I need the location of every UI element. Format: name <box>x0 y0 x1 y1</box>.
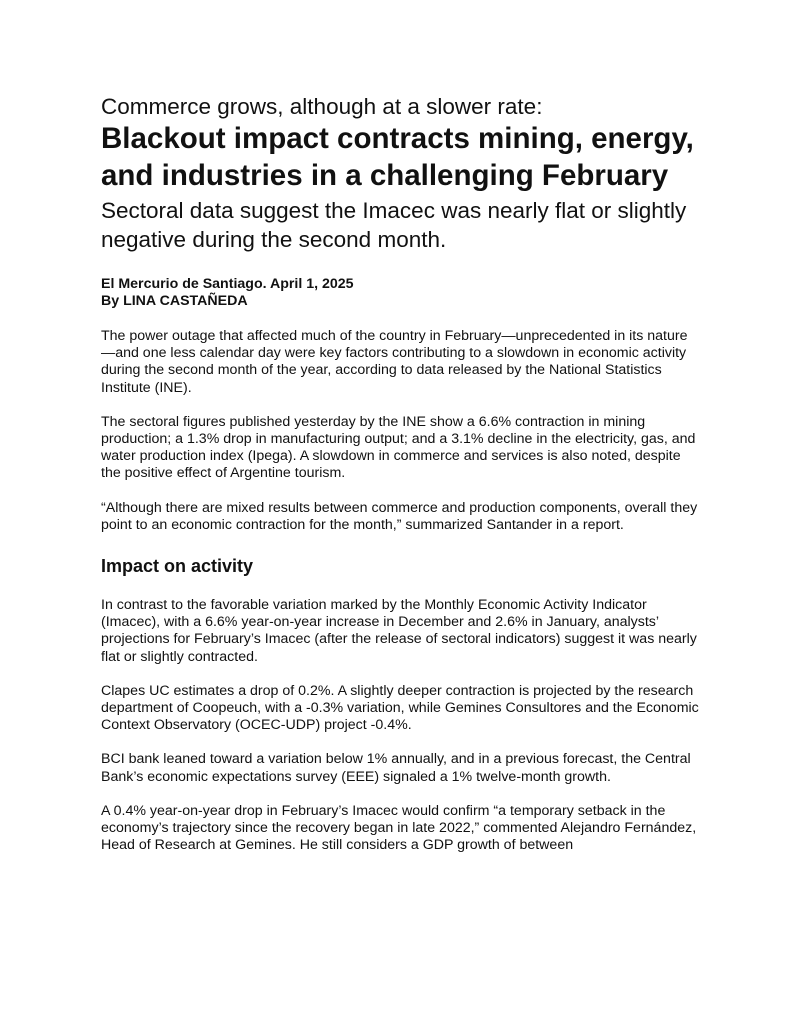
paragraph: The sectoral figures published yesterday by the INE show a 6.6% contraction in mining production; a 1.3% drop in manufacturing output; and a 3.1% decline in the electricity, gas, and water production index (Ipega). A slowdown in commerce and services is also noted, despite the positive effect of Argentine tourism. <box>101 413 696 482</box>
paragraph: BCI bank leaned toward a variation below 1% annually, and in a previous forecast, the Central Bank’s economic expectations survey (EEE) signaled a 1% twelve-month growth. <box>101 751 691 785</box>
article-headline: Blackout impact contracts mining, energy, and industries in a challenging February <box>101 122 694 192</box>
paragraph: The power outage that affected much of the country in February—unprecedented in its nature—and one less calendar day were key factors contributing to a slowdown in economic activity during the second month of the year, according to data released by the National Statistics Institute (INE). <box>101 328 688 396</box>
paragraph: A 0.4% year-on-year drop in February’s Imacec would confirm “a temporary setback in the economy’s trajectory since the recovery began in late 2022,” commented Alejandro Fernández, Head of Research at Gemines. He still considers a GDP growth of between <box>101 802 697 854</box>
byline <box>101 276 701 310</box>
paragraph: In contrast to the favorable variation marked by the Monthly Economic Activity Indicator (Imacec), with a 6.6% year-on-year increase in December and 2.6% in January, analysts’ projections for February’s Imacec (after the release of sectoral indicators) suggest it was nearly flat or slightly contracted. <box>101 597 697 665</box>
section-heading: Impact on activity <box>101 556 254 577</box>
article-subheadline: Sectoral data suggest the Imacec was nearly flat or slightly negative during the second month. <box>101 198 687 252</box>
article-page <box>101 93 701 854</box>
source-line: El Mercurio de Santiago. April 1, 2025 <box>101 276 354 292</box>
paragraph: “Although there are mixed results between commerce and production components, overall they point to an economic contraction for the month,” summarized Santander in a report. <box>101 499 698 533</box>
article-kicker: Commerce grows, although at a slower rate: <box>101 94 543 119</box>
paragraph: Clapes UC estimates a drop of 0.2%. A slightly deeper contraction is projected by the research department of Coopeuch, with a -0.3% variation, while Gemines Consultores and the Economic Context Observatory (OCEC-UDP) project -0.4%. <box>101 682 699 734</box>
author-line: By LINA CASTAÑEDA <box>101 293 248 309</box>
